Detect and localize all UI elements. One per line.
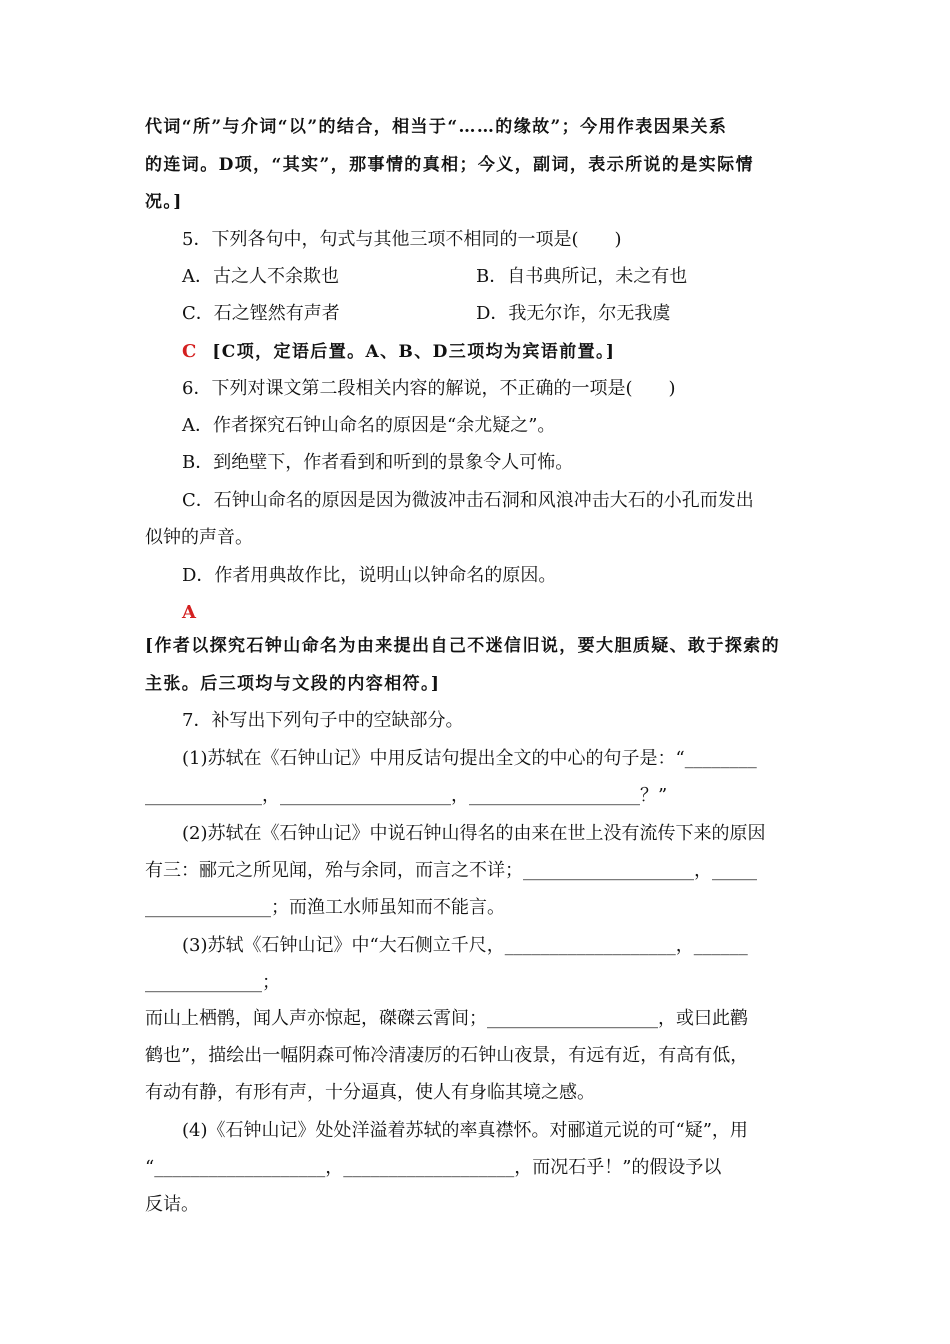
q7-item-1-line-1: (1)苏轼在《石钟山记》中用反诘句提出全文的中心的句子是：“________ [182,748,757,769]
q5-option-a: A．古之人不余欺也 [182,266,339,287]
q6-option-c-line-2: 似钟的声音。 [145,527,253,548]
q7-item-2-line-2: 有三：郦元之所见闻，殆与余同，而言之不详；___________________，_____ [145,860,757,881]
explanation-line-1: 代词“所”与介词“以”的结合，相当于“……的缘故”；今用作表因果关系 [145,117,728,137]
q7-item-3-line-3: 而山上栖鹘，闻人声亦惊起，磔磔云霄间；___________________，或曰此鹳 [145,1008,748,1029]
q5-explanation: [C项，定语后置。A、B、D三项均为宾语前置。] [212,342,616,362]
explanation-line-3: 况。] [145,192,183,212]
question-5-stem: 5．下列各句中，句式与其他三项不相同的一项是( ) [182,229,622,250]
q5-option-d: D．我无尔诈，尔无我虞 [476,303,671,324]
q6-option-b: B．到绝壁下，作者看到和听到的景象令人可怖。 [182,452,574,473]
q6-option-c-line-1: C．石钟山命名的原因是因为微波冲击石洞和风浪冲击大石的小孔而发出 [182,490,754,511]
q7-item-3-line-1: (3)苏轼《石钟山记》中“大石侧立千尺，___________________，______ [182,935,748,956]
q6-option-a: A．作者探究石钟山命名的原因是“余尤疑之”。 [182,415,556,436]
q5-answer-letter: C [182,341,197,362]
question-6-stem: 6．下列对课文第二段相关内容的解说，不正确的一项是( ) [182,378,676,399]
explanation-line-2: 的连词。D项，“其实”，那事情的真相；今义，副词，表示所说的是实际情 [145,155,754,175]
q5-option-b: B．自书典所记，未之有也 [476,266,688,287]
q5-option-c: C．石之铿然有声者 [182,303,340,324]
q7-item-3-line-2: _____________； [145,972,280,993]
question-7-stem: 7．补写出下列句子中的空缺部分。 [182,710,464,731]
q7-item-3-line-4: 鹤也”，描绘出一幅阴森可怖冷清凄厉的石钟山夜景，有远有近，有高有低， [145,1045,749,1066]
q7-item-2-line-3: ______________；而渔工水师虽知而不能言。 [145,897,505,918]
q7-item-1-line-2: _____________，___________________，___________________？” [145,785,668,806]
q6-answer-letter: A [182,602,196,623]
q5-answer-line [182,341,615,363]
q6-explanation-line-2: 主张。后三项均与文段的内容相符。] [145,674,441,694]
q7-item-2-line-1: (2)苏轼在《石钟山记》中说石钟山得名的由来在世上没有流传下来的原因 [182,823,766,844]
q7-item-4-line-1: (4)《石钟山记》处处洋溢着苏轼的率真襟怀。对郦道元说的可“疑”，用 [182,1120,748,1141]
q6-option-d: D．作者用典故作比，说明山以钟命名的原因。 [182,565,557,586]
q6-explanation-line-1: [作者以探究石钟山命名为由来提出自己不迷信旧说，要大胆质疑、敢于探索的 [145,636,781,656]
q7-item-4-line-3: 反诘。 [145,1194,199,1215]
q7-item-4-line-2: “___________________，___________________，而况石乎！”的假设予以 [145,1157,722,1178]
q7-item-3-line-5: 有动有静，有形有声，十分逼真，使人有身临其境之感。 [145,1082,595,1103]
